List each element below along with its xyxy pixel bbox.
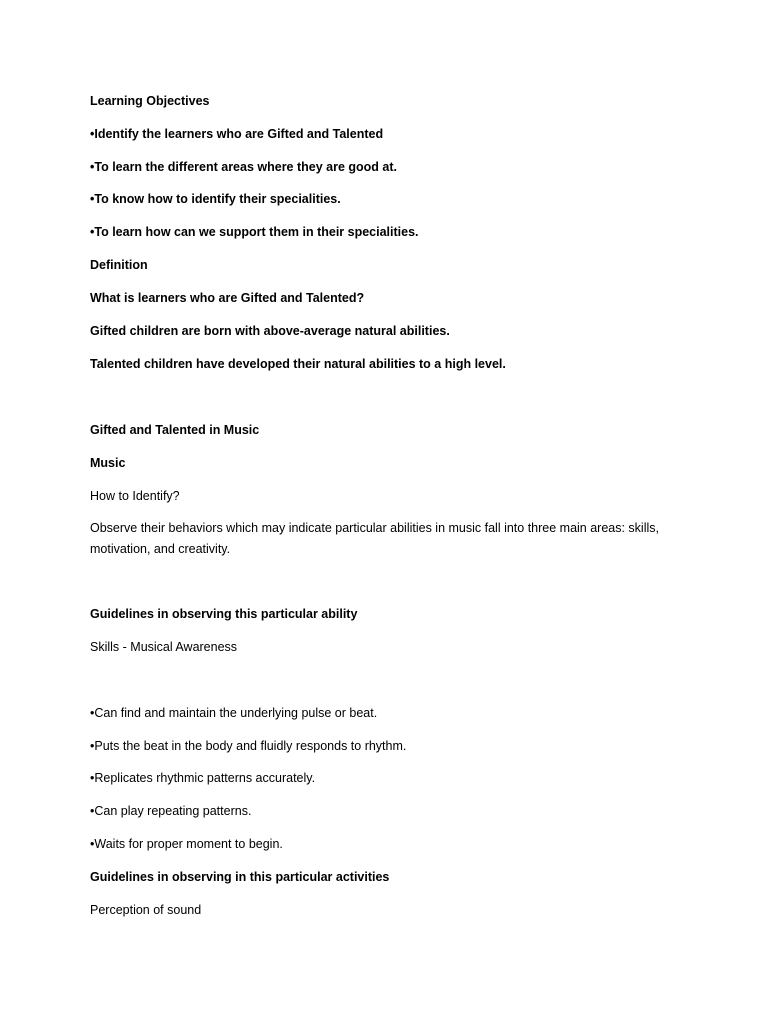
definition-question: What is learners who are Gifted and Talented? (90, 291, 365, 305)
objective-item: •To know how to identify their specialities. (90, 192, 341, 206)
skill-item: •Can find and maintain the underlying pulse or beat. (90, 706, 378, 720)
music-section-heading: Gifted and Talented in Music (90, 423, 260, 437)
gifted-definition: Gifted children are born with above-average natural abilities. (90, 324, 450, 338)
objective-item: •To learn how can we support them in their specialities. (90, 225, 419, 239)
guidelines-heading: Guidelines in observing in this particular activities (90, 870, 390, 884)
skill-item: •Puts the beat in the body and fluidly responds to rhythm. (90, 739, 407, 753)
skill-item: •Replicates rhythmic patterns accurately. (90, 771, 316, 785)
guidelines-heading: Guidelines in observing this particular ability (90, 607, 358, 621)
music-heading: Music (90, 456, 126, 470)
talented-definition: Talented children have developed their natural abilities to a high level. (90, 357, 506, 371)
skill-item: •Waits for proper moment to begin. (90, 837, 283, 851)
skills-subheading: Skills - Musical Awareness (90, 640, 238, 654)
how-to-identify: How to Identify? (90, 489, 180, 503)
objective-item: •To learn the different areas where they are good at. (90, 160, 398, 174)
objective-item: •Identify the learners who are Gifted and Talented (90, 127, 384, 141)
skill-item: •Can play repeating patterns. (90, 804, 252, 818)
observe-paragraph: Observe their behaviors which may indicate particular abilities in music fall into three main areas: skills, motivation, and creativity. (90, 521, 659, 556)
learning-objectives-heading: Learning Objectives (90, 94, 210, 108)
perception-subheading: Perception of sound (90, 903, 202, 917)
definition-heading: Definition (90, 258, 148, 272)
